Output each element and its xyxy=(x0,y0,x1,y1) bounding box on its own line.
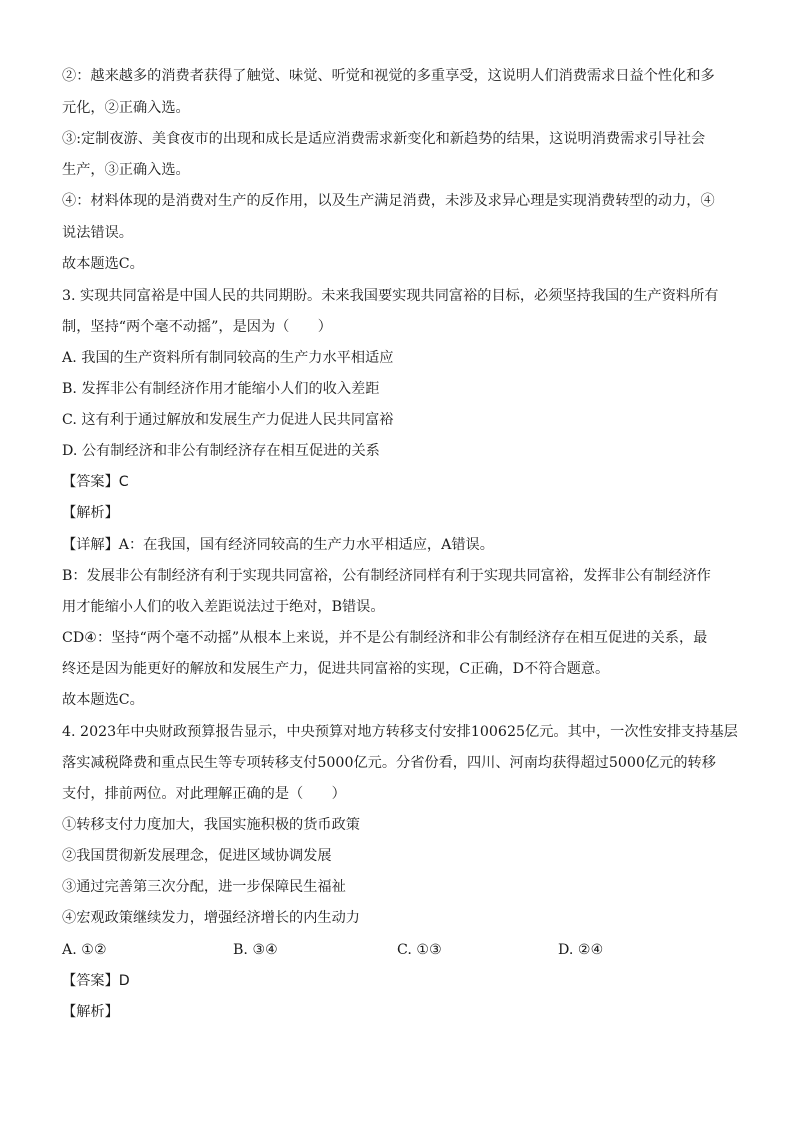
analysis-label: 【解析】 xyxy=(62,505,119,521)
text-line: ③:定制夜游、美食夜市的出现和成长是适应消费需求新变化和新趋势的结果，这说明消费需求引导社会 xyxy=(62,131,706,147)
question-4-option-d: D. ②④ xyxy=(558,942,604,958)
text-line: 生产，③正确入选。 xyxy=(62,162,190,178)
text-line: 元化，②正确入选。 xyxy=(62,100,190,116)
question-4-stem: 4. 2023年中央财政预算报告显示，中央预算对地方转移支付安排100625亿元。其中，一次性安排支持基层 xyxy=(62,724,738,740)
question-3-option-d: D. 公有制经济和非公有制经济存在相互促进的关系 xyxy=(62,443,380,459)
text-line: 故本题选C。 xyxy=(62,256,144,272)
question-3-option-a: A. 我国的生产资料所有制同较高的生产力水平相适应 xyxy=(62,350,394,366)
statement-2: ②我国贯彻新发展理念，促进区域协调发展 xyxy=(62,848,332,864)
explanation-line: B：发展非公有制经济有利于实现共同富裕，公有制经济同样有利于实现共同富裕，发挥非公有制经济作 xyxy=(62,568,711,584)
question-4-option-c: C. ①③ xyxy=(397,942,442,958)
explanation-line: 用才能缩小人们的收入差距说法过于绝对，B错误。 xyxy=(62,599,385,615)
explanation-line: 终还是因为能更好的解放和发展生产力，促进共同富裕的实现，C正确，D不符合题意。 xyxy=(62,661,610,677)
question-3-option-b: B. 发挥非公有制经济作用才能缩小人们的收入差距 xyxy=(62,381,380,397)
explanation-line: 【详解】A：在我国，国有经济同较高的生产力水平相适应，A错误。 xyxy=(62,537,494,553)
answer-label: 【答案】D xyxy=(62,973,130,989)
question-4-stem: 支付，排前两位。对此理解正确的是（ ） xyxy=(62,786,346,802)
analysis-label: 【解析】 xyxy=(62,1004,119,1020)
statement-1: ①转移支付力度加大，我国实施积极的货币政策 xyxy=(62,817,360,833)
question-3-option-c: C. 这有利于通过解放和发展生产力促进人民共同富裕 xyxy=(62,412,394,428)
text-line: ②：越来越多的消费者获得了触觉、味觉、听觉和视觉的多重享受，这说明人们消费需求日益个性化和多 xyxy=(62,68,715,84)
explanation-line: CD④：坚持“两个毫不动摇”从根本上来说，并不是公有制经济和非公有制经济存在相互促进的关系，最 xyxy=(62,630,708,646)
question-4-stem: 落实减税降费和重点民生等专项转移支付5000亿元。分省份看，四川、河南均获得超过5000亿元的转移 xyxy=(62,755,716,771)
text-line: ④：材料体现的是消费对生产的反作用，以及生产满足消费，未涉及求异心理是实现消费转型的动力，④ xyxy=(62,193,715,209)
statement-4: ④宏观政策继续发力，增强经济增长的内生动力 xyxy=(62,910,360,926)
conclusion-line: 故本题选C。 xyxy=(62,692,144,708)
answer-label: 【答案】C xyxy=(62,474,129,490)
question-3-stem: 3. 实现共同富裕是中国人民的共同期盼。未来我国要实现共同富裕的目标，必须坚持我国的生产资料所有 xyxy=(62,288,719,304)
question-3-stem: 制，坚持“两个毫不动摇”，是因为（ ） xyxy=(62,319,332,335)
question-4-option-b: B. ③④ xyxy=(233,942,278,958)
statement-3: ③通过完善第三次分配，进一步保障民生福祉 xyxy=(62,879,346,895)
text-line: 说法错误。 xyxy=(62,225,133,241)
question-4-option-a: A. ①② xyxy=(62,942,107,958)
